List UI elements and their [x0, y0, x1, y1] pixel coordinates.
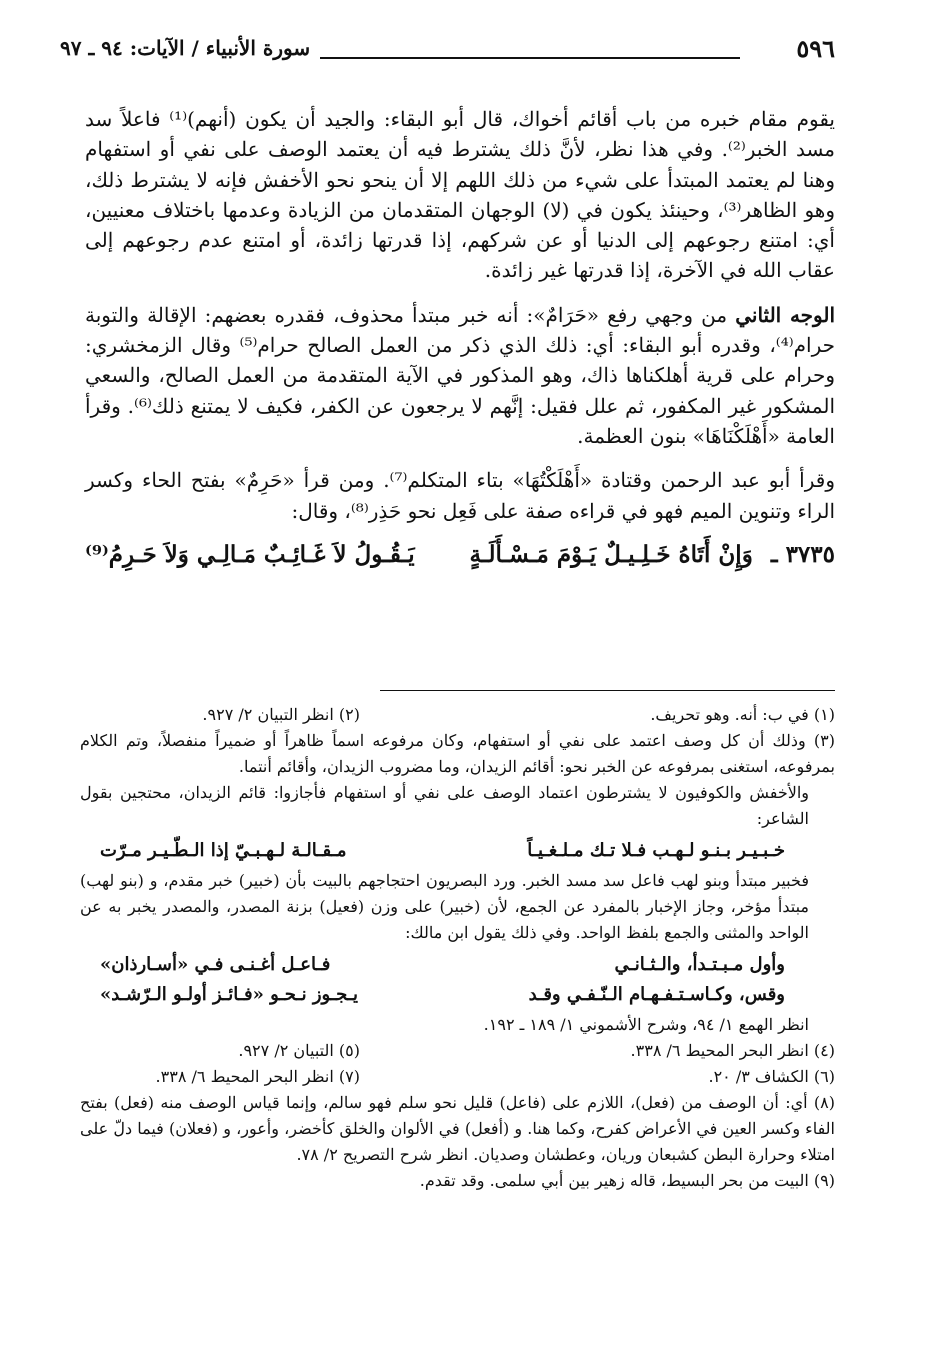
footnote-6: (٦) الكشاف ٣/ ٢٠.	[708, 1067, 835, 1086]
footnote-row-6-7	[80, 1064, 835, 1090]
footnote-7: (٧) انظر البحر المحيط ٦/ ٣٣٨.	[155, 1067, 360, 1086]
footnote-3: (٣) وذلك أن كل وصف اعتمد على نفي أو استفهام، وكان مرفوعه اسماً ظاهراً أو ضميراً منفصلاً، وتم الكلام بمرفوعه، استغنى بمرفوعه عن الخبر نحو: أقائم الزيدان، وما مضروب الزيدان، وأقائم أنتما.	[80, 731, 835, 776]
poem-3-hemistich-b: يـجـوز نـحـو «فـائـز أولـو الـرّشـد»	[100, 984, 359, 1005]
verse-hemistich-b: يَـقُـولُ لاَ غَـائِـبٌ مَـالِـي وَلاَ حَـرِمُ⁽⁹⁾	[85, 540, 415, 568]
footnotes	[80, 702, 835, 1194]
footnote-row-4-5	[80, 1038, 835, 1064]
header-rule	[320, 57, 740, 59]
verse-3735	[85, 540, 835, 570]
footnote-9: (٩) البيت من بحر البسيط، قاله زهير بين أبي سلمى. وقد تقدم.	[419, 1171, 835, 1190]
paragraph-3: وقرأ أبو عبد الرحمن وقتادة «أَهْلَكْتُهَا» بتاء المتكلم⁽⁷⁾. ومن قرأ «حَرِمٌ» بفتح الحاء وكسر الراء وتنوين الميم فهو في قراءه صفة على فَعِل نحو حَذِر⁽⁸⁾، وقال:	[85, 468, 835, 523]
footnote-3-explanation: فخبير مبتدأ وبنو لهب فاعل سد مسد الخبر. ورد البصريون احتجاجهم بالبيت بأن (خبير) خبر مقدم، و (بنو لهب) مبتدأ مؤخر، وجاز الإخبار بالمفرد عن الجمع، لأن (خبير) على وزن (فعيل) بزنة المصدر، والمصدر يخبر به عن الواحد والمثنى والجمع بلفظ الواحد. وفي ذلك يقول ابن مالك:	[80, 871, 809, 942]
poem-1-hemistich-a: خـبـيـر بـنـو لـهـب فـلا تـك مـلـغـيـاً	[527, 840, 785, 861]
poem-2-hemistich-b: فـاعـل أغـنـى فـي «أسـارذان»	[100, 954, 331, 975]
footnote-row-1-2	[80, 702, 835, 728]
poem-1-hemistich-b: مـقـالـة لـهـبـيّ إذا الـطّـيـر مـرّت	[100, 840, 347, 861]
paragraph-2-text: من وجهي رفع «حَرَامٌ»: أنه خبر مبتدأ محذوف، فقدره بعضهم: الإقالة والتوبة حرام⁽⁴⁾، وقدره أبو البقاء: أي: ذلك الذي ذكر من العمل الصالح حرام⁽⁵⁾ وقال الزمخشري: وحرام على قرية أهلكناها ذاك، وهو المذكور في الآية المتقدمة من العمل الصالح، والسعي المشكور غير المكفور، ثم علل فقيل: إنَّهم لا يرجعون عن الكفر، فكيف لا يمتنع ذلك⁽⁶⁾. وقرأ العامة «أَهْلَكْنَاهَا» بنون العظمة.	[85, 302, 835, 448]
paragraph-2-lead: الوجه الثاني	[735, 302, 836, 327]
footnote-2: (٢) انظر التبيان ٢/ ٩٢٧.	[202, 705, 360, 724]
page-number: ٥٩٦	[796, 34, 835, 63]
footnote-poem-3	[80, 982, 835, 1012]
footnote-separator	[380, 690, 835, 691]
paragraph-1: يقوم مقام خبره من باب أقائم أخواك، قال أبو البقاء: والجيد أن يكون (أنهم)⁽¹⁾ فاعلاً سد مسد الخبر⁽²⁾. وفي هذا نظر، لأنَّ ذلك يشترط فيه أن يعتمد الوصف على نفي أو استفهام وهنا لم يعتمد المبتدأ على شيء من ذلك اللهم إلا أن ينحو نحو الأخفش فإنه لا يشترط ذلك، وهو الظاهر⁽³⁾، وحينئذ يكون في (لا) الوجهان المتقدمان من الزيادة وعدمها باختلاف معنيين، أي: امتنع رجوعهم إلى الدنيا أو عن شركهم، إذا قدرتها زائدة، أو امتنع عدم رجوعهم إلى عقاب الله في الآخرة، إذا قدرتها غير زائدة.	[85, 107, 836, 283]
verse-hemistich-a: وَإِنْ أَتَاهُ خَـلِـيـلٌ يَـوْمَ مَـسْـأَلَـةٍ	[469, 540, 753, 568]
poem-3-hemistich-a: وقس، وكـاسـتـفـهـام الـنّـفـي وقـد	[528, 984, 785, 1005]
running-header	[60, 30, 835, 70]
footnote-poem-2	[80, 946, 835, 982]
verse-number: ٣٧٣٥ ـ	[770, 540, 835, 568]
footnote-poem-1	[80, 832, 835, 868]
footnote-1: (١) في ب: أنه. وهو تحريف.	[650, 705, 835, 724]
paragraph-2	[85, 300, 835, 451]
chapter-title: سورة الأنبياء / الآيات: ٩٤ ـ ٩٧	[60, 36, 311, 60]
main-text	[85, 104, 835, 570]
footnote-3-cont: والأخفش والكوفيون لا يشترطون اعتماد الوصف على نفي أو استفهام فأجازوا: قائم الزيدان، محتجين بقول الشاعر:	[80, 783, 809, 828]
verse-first-half	[469, 540, 835, 570]
poem-2-hemistich-a: وأول مـبـتـدأ، والـثـانـي	[614, 954, 785, 975]
footnote-5: (٥) التبيان ٢/ ٩٢٧.	[238, 1041, 360, 1060]
footnote-8: (٨) أي: أن الوصف من (فعل)، اللازم على (فاعل) قليل نحو سلم فهو سالم، وإنما قياس الوصف منه (فعل) بفتح الفاء وكسر العين في الأعراض كفرح، وكما هنا. و (أفعل) في الألوان والخلق كأخضر، وأعور، و (فعلان) فيما دلّ على امتلاء وحرارة البطن كشبعان وريان، وعطشان وصديان. انظر شرح التصريح ٢/ ٧٨.	[80, 1093, 835, 1164]
footnote-4: (٤) انظر البحر المحيط ٦/ ٣٣٨.	[630, 1041, 835, 1060]
footnote-3-reference: انظر الهمع ١/ ٩٤، وشرح الأشموني ١/ ١٨٩ ـ ١٩٢.	[483, 1015, 809, 1034]
